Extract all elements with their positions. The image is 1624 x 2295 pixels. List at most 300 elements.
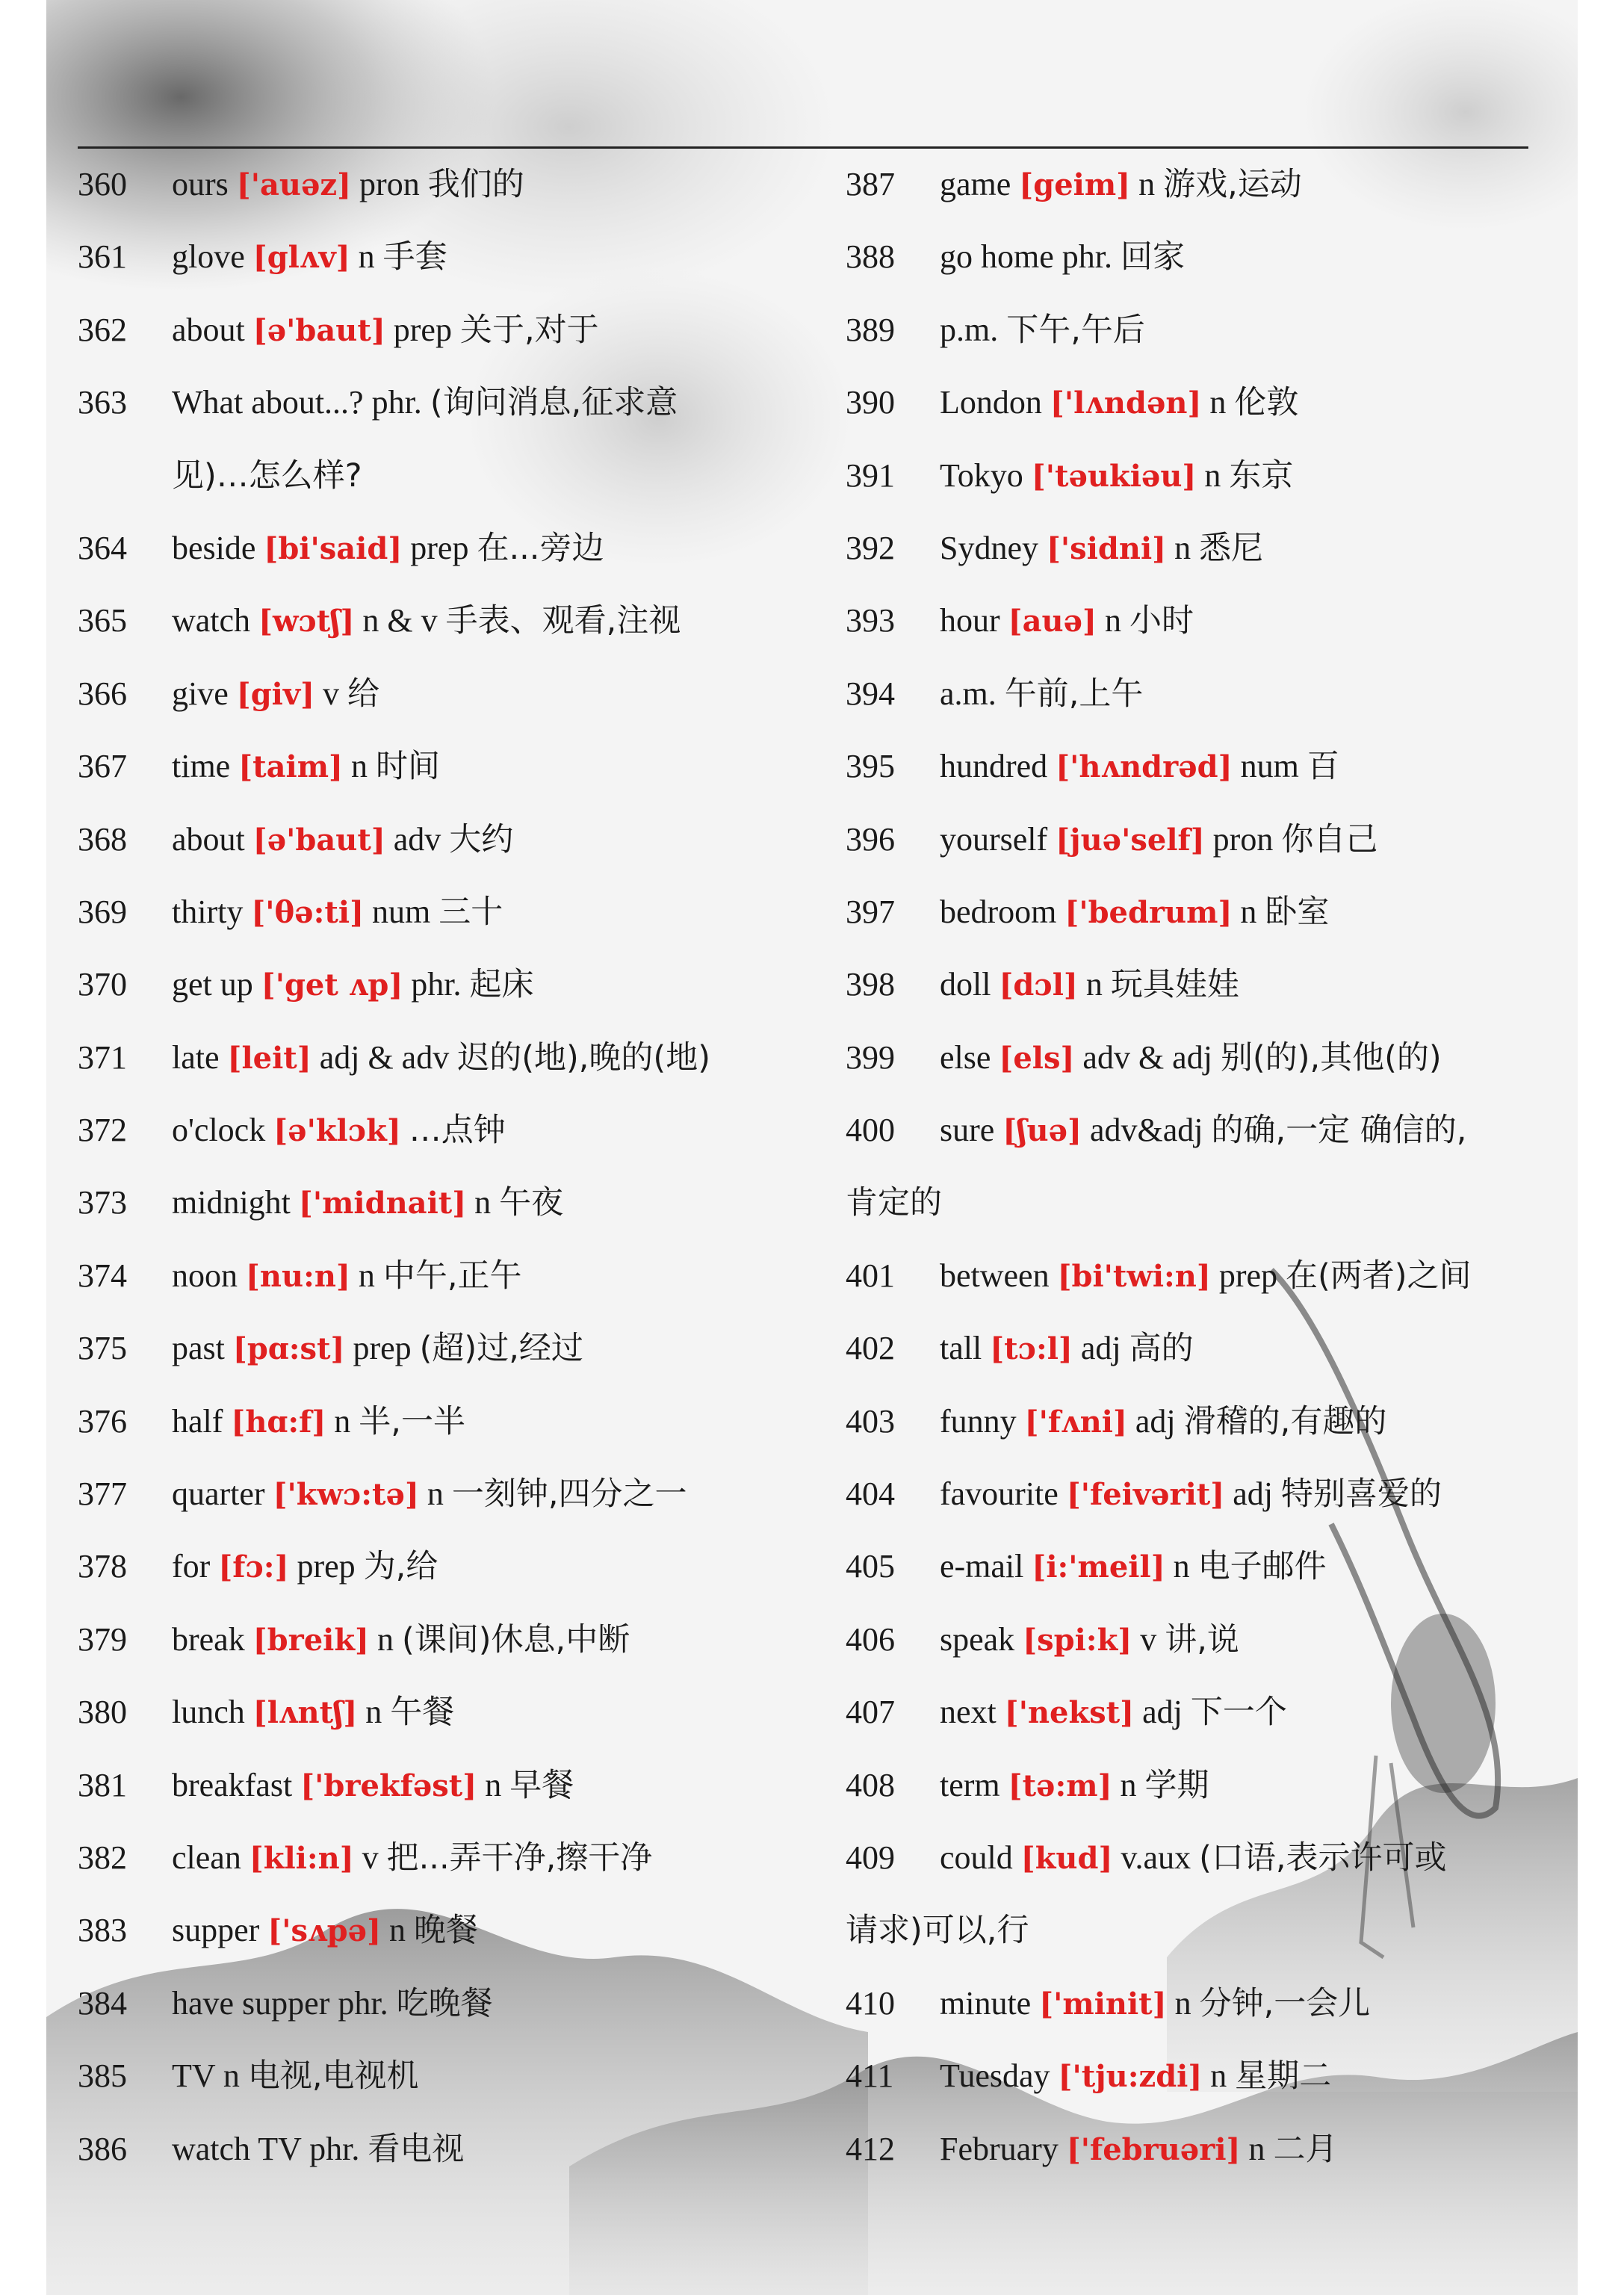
entry-number: 406 xyxy=(846,1620,895,1658)
entry-number: 387 xyxy=(846,166,895,202)
entry-word: funny xyxy=(940,1402,1017,1440)
vocab-entry xyxy=(846,148,1540,220)
vocab-entry xyxy=(78,1239,795,1312)
entry-part-of-speech: n xyxy=(427,1475,444,1513)
entry-number: 361 xyxy=(78,238,127,276)
entry-definition: (课间)休息,中断 xyxy=(401,1620,630,1658)
entry-phonetic: [i:'meil] xyxy=(1032,1549,1165,1585)
entry-definition: 星期二 xyxy=(1235,2057,1332,2096)
vocab-entry xyxy=(846,876,1540,948)
entry-word: favourite xyxy=(940,1475,1059,1513)
entry-phonetic: [tɔ:l] xyxy=(990,1331,1073,1367)
entry-phonetic: [tə:m] xyxy=(1008,1768,1112,1803)
vocab-entry xyxy=(78,657,795,730)
left-column xyxy=(78,148,795,2185)
entry-phonetic: [kli:n] xyxy=(249,1840,354,1876)
entry-word: for xyxy=(172,1548,211,1585)
entry-definition: 晚餐 xyxy=(414,1912,478,1950)
entry-number: 393 xyxy=(846,602,895,639)
vocab-entry xyxy=(846,1603,1540,1676)
entry-number: 378 xyxy=(78,1548,127,1585)
entry-number: 364 xyxy=(78,529,127,566)
entry-number: 372 xyxy=(78,1112,127,1149)
vocab-entry xyxy=(78,1094,795,1166)
entry-word: late xyxy=(172,1038,220,1076)
entry-part-of-speech: adv xyxy=(393,820,441,858)
entry-phonetic: ['midnait] xyxy=(298,1186,467,1221)
entry-word: p.m. xyxy=(940,311,999,348)
entry-word: ours xyxy=(172,166,229,202)
entry-number: 384 xyxy=(78,1984,127,2022)
entry-word: watch TV xyxy=(172,2130,302,2167)
entry-word: tall xyxy=(940,1330,982,1367)
entry-word: watch xyxy=(172,602,251,639)
vocab-entry xyxy=(846,730,1540,802)
vocab-entry xyxy=(846,1021,1540,1094)
entry-definition: 手套 xyxy=(382,238,447,276)
entry-definition: 二月 xyxy=(1273,2130,1338,2168)
vocab-entry xyxy=(846,1821,1540,1894)
entry-part-of-speech: n xyxy=(1204,456,1221,494)
entry-number: 363 xyxy=(78,384,127,421)
entry-definition-continued: 肯定的 xyxy=(846,1184,942,1222)
entry-number: 366 xyxy=(78,675,127,712)
entry-number: 403 xyxy=(846,1402,895,1440)
entry-definition: 半,一半 xyxy=(359,1402,465,1440)
entry-number: 375 xyxy=(78,1330,127,1367)
vocab-entry xyxy=(78,366,795,439)
vocab-entry xyxy=(846,1530,1540,1602)
entry-word: minute xyxy=(940,1984,1032,2022)
entry-part-of-speech: n xyxy=(223,2057,240,2095)
entry-number: 388 xyxy=(846,238,895,276)
entry-definition: (超)过,经过 xyxy=(419,1330,583,1368)
entry-phonetic: [wɔtʃ] xyxy=(258,604,355,639)
entry-phonetic: ['təukiəu] xyxy=(1031,458,1197,494)
vocab-entry xyxy=(78,1821,795,1894)
entry-definition: 三十 xyxy=(438,893,503,931)
entry-number: 399 xyxy=(846,1038,895,1076)
entry-part-of-speech: num xyxy=(372,893,431,930)
entry-phonetic: [auə] xyxy=(1008,604,1097,639)
entry-definition: (口语,表示许可或 xyxy=(1199,1839,1447,1877)
entry-number: 411 xyxy=(846,2057,894,2095)
entry-definition: 早餐 xyxy=(509,1766,574,1804)
entry-number: 409 xyxy=(846,1839,895,1876)
vocab-entry xyxy=(78,584,795,657)
entry-word: time xyxy=(172,748,231,785)
entry-part-of-speech: v xyxy=(323,675,340,712)
entry-part-of-speech: prep xyxy=(1218,1257,1277,1294)
entry-phonetic: [ə'baut] xyxy=(252,822,385,858)
entry-part-of-speech: phr. xyxy=(411,966,462,1003)
entry-part-of-speech: n xyxy=(350,748,368,785)
entry-word: yourself xyxy=(940,820,1048,858)
entry-word: bedroom xyxy=(940,893,1057,930)
entry-definition: 伦敦 xyxy=(1234,384,1299,422)
entry-phonetic: ['get ʌp] xyxy=(261,967,403,1003)
entry-word: noon xyxy=(172,1257,238,1294)
entry-part-of-speech: n xyxy=(365,1694,382,1731)
entry-definition: 把...弄干净,擦干净 xyxy=(386,1839,653,1877)
entry-part-of-speech: n xyxy=(334,1402,351,1440)
entry-word: term xyxy=(940,1766,1000,1803)
entry-definition: 玩具娃娃 xyxy=(1110,966,1239,1004)
entry-phonetic: ['lʌndən] xyxy=(1050,385,1202,421)
entry-phonetic: [glʌv] xyxy=(252,240,350,276)
entry-word: past xyxy=(172,1330,225,1367)
entry-part-of-speech: prep xyxy=(353,1330,412,1367)
entry-phonetic: ['minit] xyxy=(1039,1986,1167,2022)
entry-phonetic: [kud] xyxy=(1020,1840,1113,1876)
entry-phonetic: [juə'self] xyxy=(1056,822,1205,858)
entry-phonetic: ['auəz] xyxy=(236,167,352,202)
entry-number: 360 xyxy=(78,166,127,202)
entry-definition-continued: 见)…怎么样? xyxy=(172,456,362,495)
vocab-entry xyxy=(846,584,1540,657)
entry-phonetic: ['θə:ti] xyxy=(251,894,364,930)
entry-part-of-speech: n xyxy=(1104,602,1121,639)
entry-part-of-speech: n xyxy=(376,1620,394,1658)
entry-number: 377 xyxy=(78,1475,127,1513)
vocab-entry xyxy=(78,730,795,802)
entry-part-of-speech: phr. xyxy=(338,1984,388,2022)
entry-part-of-speech: adv & adj xyxy=(1082,1038,1212,1076)
entry-phonetic: ['fʌni] xyxy=(1024,1404,1127,1440)
vocab-entry xyxy=(846,1458,1540,1530)
entry-part-of-speech: n xyxy=(474,1184,492,1221)
entry-definition: 电子邮件 xyxy=(1197,1548,1327,1586)
entry-word: else xyxy=(940,1038,991,1076)
entry-phonetic: [spi:k] xyxy=(1023,1622,1132,1658)
entry-definition: 学期 xyxy=(1144,1766,1209,1804)
entry-word: Tuesday xyxy=(940,2057,1050,2095)
entry-number: 376 xyxy=(78,1402,127,1440)
entry-part-of-speech: pron xyxy=(359,166,420,202)
entry-part-of-speech: v xyxy=(362,1839,379,1876)
entry-word: give xyxy=(172,675,229,712)
entry-phonetic: [dɔl] xyxy=(999,967,1078,1003)
vocab-entry xyxy=(78,1603,795,1676)
entry-word: Tokyo xyxy=(940,456,1023,494)
vocab-entry xyxy=(846,1749,1540,1821)
entry-phonetic: ['brekfəst] xyxy=(300,1768,477,1803)
entry-number: 371 xyxy=(78,1038,127,1076)
entry-number: 369 xyxy=(78,893,127,930)
entry-phonetic: [ə'klɔk] xyxy=(273,1113,401,1149)
entry-number: 404 xyxy=(846,1475,895,1513)
vocab-entry xyxy=(846,439,1540,512)
vocab-entry xyxy=(846,2040,1540,2112)
entry-part-of-speech: n xyxy=(1174,529,1191,566)
entry-definition: 中午,正午 xyxy=(382,1257,522,1295)
entry-part-of-speech: n xyxy=(358,238,375,276)
entry-definition: 讲,说 xyxy=(1165,1620,1239,1658)
entry-definition: 看电视 xyxy=(368,2130,465,2168)
entry-number: 389 xyxy=(846,311,895,348)
entry-phonetic: [pɑ:st] xyxy=(232,1331,345,1367)
entry-number: 382 xyxy=(78,1839,127,1876)
entry-part-of-speech: prep xyxy=(410,529,469,566)
vocab-entry xyxy=(78,220,795,293)
entry-phonetic: [els] xyxy=(999,1040,1075,1076)
entry-number: 400 xyxy=(846,1112,895,1149)
vocab-entry xyxy=(78,1021,795,1094)
entry-phonetic: ['sidni] xyxy=(1047,530,1167,566)
entry-definition-continued: 请求)可以,行 xyxy=(846,1912,1029,1950)
vocab-entry xyxy=(78,2040,795,2112)
entry-definition: 为,给 xyxy=(363,1548,438,1586)
entry-number: 407 xyxy=(846,1694,895,1731)
entry-number: 398 xyxy=(846,966,895,1003)
entry-part-of-speech: n xyxy=(1240,893,1257,930)
entry-phonetic: [giv] xyxy=(236,676,315,712)
entry-definition: 东京 xyxy=(1229,456,1294,495)
entry-word: hundred xyxy=(940,748,1048,785)
entry-word: TV xyxy=(172,2057,215,2095)
entry-number: 362 xyxy=(78,311,127,348)
entry-definition: 分钟,一会儿 xyxy=(1199,1984,1371,2022)
vocab-entry-continuation xyxy=(846,1894,1540,1966)
entry-definition: 别(的),其他(的) xyxy=(1220,1038,1442,1077)
entry-definition: 时间 xyxy=(375,748,440,786)
entry-word: a.m. xyxy=(940,675,997,712)
entry-definition: 下一个 xyxy=(1190,1694,1287,1732)
vocab-entry xyxy=(78,294,795,366)
entry-part-of-speech: prep xyxy=(393,311,452,348)
entry-definition: 电视,电视机 xyxy=(247,2057,419,2096)
entry-phonetic: [lʌntʃ] xyxy=(252,1695,358,1731)
entry-definition: 在(两者)之间 xyxy=(1286,1257,1472,1295)
entry-phonetic: [leit] xyxy=(227,1040,312,1076)
vocab-entry xyxy=(78,148,795,220)
entry-word: speak xyxy=(940,1620,1015,1658)
vocab-entry xyxy=(78,876,795,948)
vocab-entry xyxy=(846,1239,1540,1312)
vocab-entry xyxy=(78,1385,795,1458)
vocab-entry xyxy=(846,803,1540,876)
entry-phonetic: [fɔ:] xyxy=(218,1549,289,1585)
vocab-entry xyxy=(78,1894,795,1966)
entry-number: 370 xyxy=(78,966,127,1003)
entry-number: 374 xyxy=(78,1257,127,1294)
entry-word: quarter xyxy=(172,1475,265,1513)
entry-definition: 午餐 xyxy=(390,1694,455,1732)
entry-definition: 给 xyxy=(347,675,380,713)
entry-word: game xyxy=(940,166,1011,202)
entry-word: What about...? xyxy=(172,384,364,421)
vocab-entry xyxy=(846,1385,1540,1458)
entry-definition: 起床 xyxy=(469,966,534,1004)
entry-phonetic: ['kwɔ:tə] xyxy=(273,1477,419,1513)
entry-part-of-speech: n xyxy=(1248,2130,1265,2167)
entry-definition: 悉尼 xyxy=(1199,529,1264,567)
entry-number: 379 xyxy=(78,1620,127,1658)
entry-word: half xyxy=(172,1402,223,1440)
vocab-entry xyxy=(78,2113,795,2185)
entry-part-of-speech: pron xyxy=(1212,820,1274,858)
entry-number: 368 xyxy=(78,820,127,858)
entry-word: lunch xyxy=(172,1694,245,1731)
entry-number: 402 xyxy=(846,1330,895,1367)
entry-definition: 午夜 xyxy=(499,1184,564,1222)
entry-number: 385 xyxy=(78,2057,127,2095)
entry-definition: 迟的(地),晚的(地) xyxy=(457,1038,710,1077)
entry-definition: (询问消息,征求意 xyxy=(430,384,678,422)
entry-word: get up xyxy=(172,966,253,1003)
vocab-entry xyxy=(78,1458,795,1530)
entry-number: 394 xyxy=(846,675,895,712)
entry-number: 391 xyxy=(846,456,895,494)
entry-definition: 特别喜爱的 xyxy=(1280,1475,1442,1514)
entry-part-of-speech: n xyxy=(1210,2057,1227,2095)
entry-phonetic: ['feivərit] xyxy=(1066,1477,1225,1513)
entry-part-of-speech: n xyxy=(1120,1766,1137,1803)
entry-definition: 回家 xyxy=(1121,238,1185,276)
entry-word: next xyxy=(940,1694,997,1731)
entry-definition: …点钟 xyxy=(409,1112,506,1150)
entry-part-of-speech: phr. xyxy=(309,2130,360,2167)
entry-phonetic: ['hʌndrəd] xyxy=(1056,749,1233,785)
entry-word: clean xyxy=(172,1839,241,1876)
entry-part-of-speech: adv&adj xyxy=(1089,1112,1203,1149)
entry-number: 383 xyxy=(78,1912,127,1949)
entry-word: February xyxy=(940,2130,1059,2167)
vocab-entry xyxy=(846,2113,1540,2185)
entry-number: 401 xyxy=(846,1257,895,1294)
vocab-entry xyxy=(846,294,1540,366)
entry-word: beside xyxy=(172,529,256,566)
entry-number: 365 xyxy=(78,602,127,639)
entry-definition: 在...旁边 xyxy=(477,529,604,567)
entry-phonetic: ['februəri] xyxy=(1066,2131,1241,2167)
entry-phonetic: ['nekst] xyxy=(1004,1695,1135,1731)
entry-part-of-speech: n xyxy=(1209,384,1227,421)
entry-number: 392 xyxy=(846,529,895,566)
entry-definition: 大约 xyxy=(449,820,514,858)
entry-definition: 百 xyxy=(1307,748,1339,786)
entry-number: 390 xyxy=(846,384,895,421)
vocab-entry xyxy=(78,1967,795,2040)
entry-phonetic: ['sʌpə] xyxy=(267,1913,381,1949)
vocab-entry xyxy=(846,366,1540,439)
vocab-entry xyxy=(846,1094,1540,1166)
entry-definition: 卧室 xyxy=(1265,893,1330,931)
vocab-entry-continuation xyxy=(78,439,795,512)
vocab-entry xyxy=(846,948,1540,1020)
vocab-entry xyxy=(78,803,795,876)
right-column xyxy=(846,148,1540,2185)
entry-word: have supper xyxy=(172,1984,330,2022)
entry-word: about xyxy=(172,820,245,858)
entry-part-of-speech: adj xyxy=(1233,1475,1273,1513)
vocab-entry xyxy=(78,1312,795,1384)
vocab-entry xyxy=(846,1312,1540,1384)
entry-phonetic: [ʃuə] xyxy=(1002,1113,1082,1149)
entry-phonetic: [breik] xyxy=(252,1622,369,1658)
entry-word: supper xyxy=(172,1912,260,1949)
entry-word: doll xyxy=(940,966,991,1003)
entry-definition: 吃晚餐 xyxy=(396,1984,493,2022)
entry-number: 412 xyxy=(846,2130,895,2167)
vocab-entry xyxy=(846,512,1540,584)
entry-number: 408 xyxy=(846,1766,895,1803)
entry-number: 410 xyxy=(846,1984,895,2022)
entry-phonetic: ['bedrum] xyxy=(1064,894,1233,930)
entry-part-of-speech: n xyxy=(1085,966,1103,1003)
vocab-entry xyxy=(78,1530,795,1602)
entry-word: about xyxy=(172,311,245,348)
entry-definition: 下午,午后 xyxy=(1006,311,1145,349)
entry-definition: 滑稽的,有趣的 xyxy=(1183,1402,1387,1440)
entry-word: thirty xyxy=(172,893,244,930)
entry-definition: 我们的 xyxy=(427,166,524,203)
entry-part-of-speech: prep xyxy=(297,1548,356,1585)
entry-definition: 手表、观看,注视 xyxy=(445,602,681,640)
entry-word: London xyxy=(940,384,1042,421)
entry-definition: 小时 xyxy=(1129,602,1194,640)
entry-part-of-speech: adj xyxy=(1142,1694,1183,1731)
entry-word: break xyxy=(172,1620,245,1658)
entry-part-of-speech: n xyxy=(1173,1548,1190,1585)
entry-part-of-speech: num xyxy=(1240,748,1299,785)
entry-part-of-speech: v.aux xyxy=(1121,1839,1191,1876)
vocab-entry xyxy=(846,1967,1540,2040)
vocab-entry xyxy=(846,657,1540,730)
entry-word: e-mail xyxy=(940,1548,1024,1585)
entry-part-of-speech: n xyxy=(1138,166,1156,202)
entry-phonetic: [taim] xyxy=(238,749,343,785)
entry-word: hour xyxy=(940,602,1000,639)
vocab-entry xyxy=(78,948,795,1020)
vocab-entry xyxy=(78,1676,795,1748)
entry-phonetic: ['tju:zdi] xyxy=(1058,2059,1203,2095)
entry-definition: 午前,上午 xyxy=(1004,675,1144,713)
vocab-entry xyxy=(78,1166,795,1239)
entry-part-of-speech: n xyxy=(1174,1984,1191,2022)
entry-part-of-speech: phr. xyxy=(1062,238,1112,276)
entry-number: 373 xyxy=(78,1184,127,1221)
entry-word: glove xyxy=(172,238,245,276)
entry-word: sure xyxy=(940,1112,995,1149)
entry-part-of-speech: adj xyxy=(1135,1402,1176,1440)
entry-definition: 高的 xyxy=(1129,1330,1194,1368)
entry-part-of-speech: n xyxy=(485,1766,502,1803)
entry-number: 380 xyxy=(78,1694,127,1731)
entry-number: 405 xyxy=(846,1548,895,1585)
vocab-entry xyxy=(78,512,795,584)
entry-word: o'clock xyxy=(172,1112,266,1149)
entry-part-of-speech: n & v xyxy=(362,602,438,639)
entry-number: 395 xyxy=(846,748,895,785)
entry-word: between xyxy=(940,1257,1050,1294)
entry-word: midnight xyxy=(172,1184,291,1221)
entry-definition: 你自己 xyxy=(1281,820,1378,858)
entry-phonetic: [bi'twi:n] xyxy=(1057,1258,1211,1294)
entry-number: 386 xyxy=(78,2130,127,2167)
entry-phonetic: [ə'baut] xyxy=(252,312,385,348)
entry-phonetic: [geim] xyxy=(1019,167,1131,202)
entry-definition: 一刻钟,四分之一 xyxy=(451,1475,687,1514)
entry-part-of-speech: phr. xyxy=(371,384,422,421)
entry-part-of-speech: n xyxy=(389,1912,406,1949)
entry-phonetic: [hɑ:f] xyxy=(231,1404,326,1440)
entry-number: 396 xyxy=(846,820,895,858)
entry-part-of-speech: n xyxy=(358,1257,375,1294)
vocab-entry xyxy=(846,1676,1540,1748)
entry-word: go home xyxy=(940,238,1054,276)
entry-definition: 游戏,运动 xyxy=(1163,166,1302,203)
